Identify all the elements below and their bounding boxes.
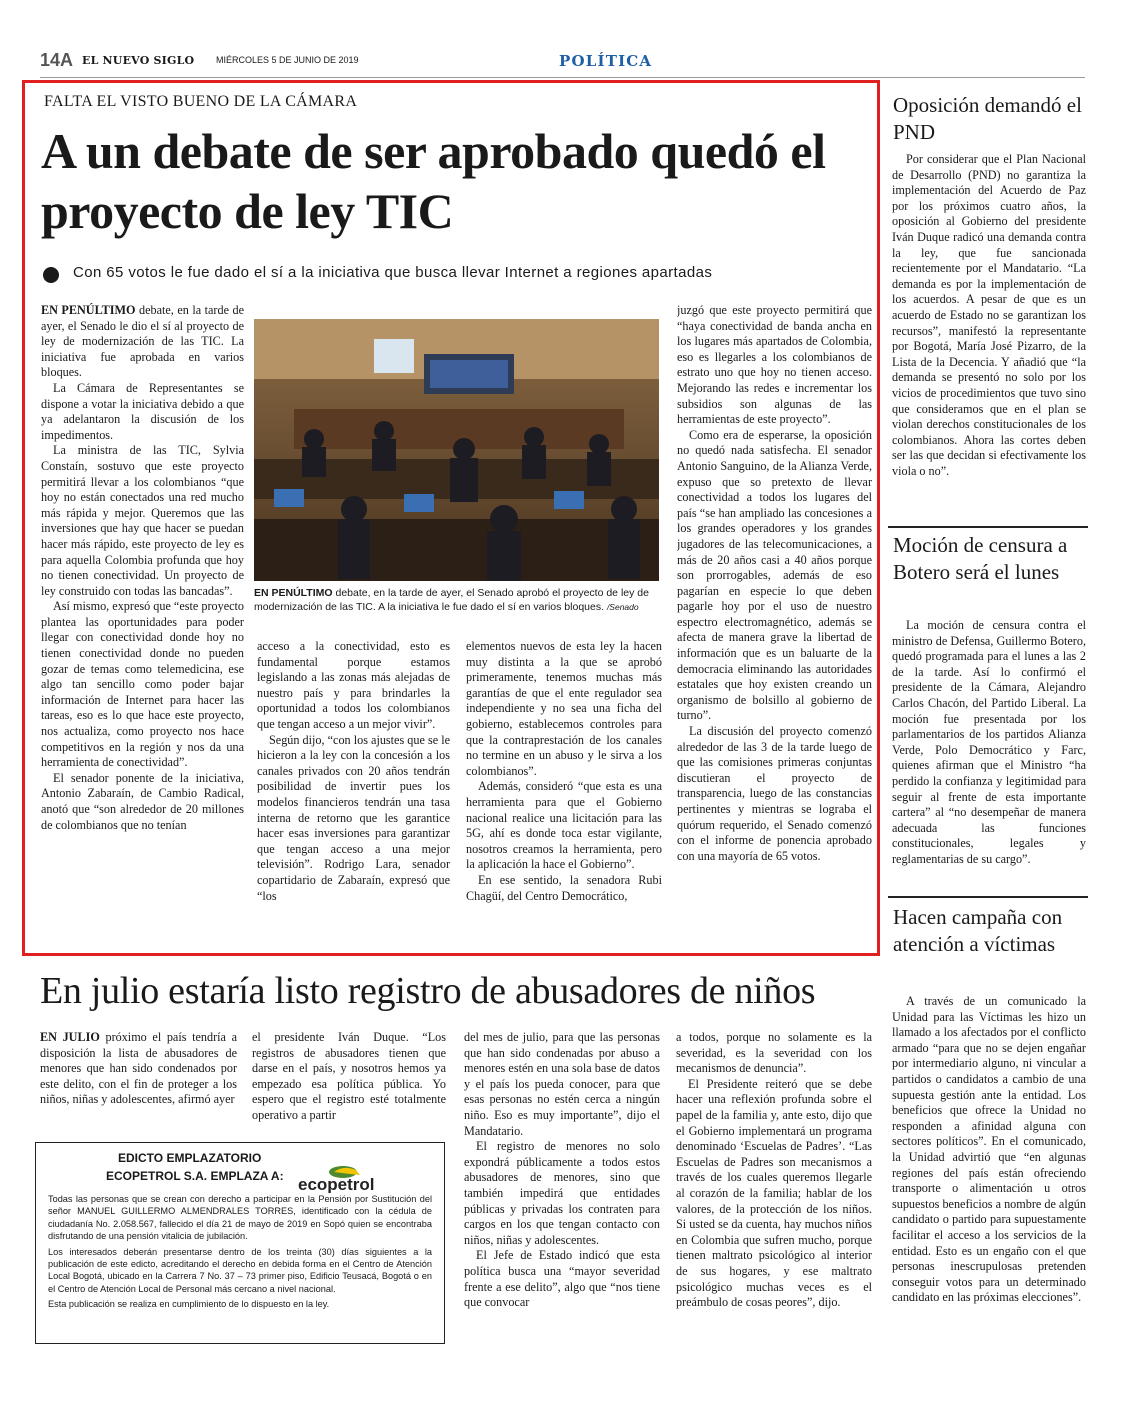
body-paragraph: El senador ponente de la iniciativa, Antonio Zabaraín, de Cambio Radical, anotó que “son alrededor de 20 millones de colombianos que no tenían (41, 770, 244, 832)
newspaper-name: EL NUEVO SIGLO (82, 54, 195, 67)
body-paragraph: acceso a la conectividad, esto es fundamental porque estamos legislando a las zonas más alejadas de nuestro país y para brindarles la oportunidad a todos los colombianos que tengan acceso a un mejor vivir”. (257, 639, 450, 731)
body-paragraph: Como era de esperarse, la oposición no quedó nada satisfecha. El senador Antonio Sanguino, de la Alianza Verde, expuso que so pretexto de llevar conectividad a todos los lugares del país “se han ampliado las concesiones a los grandes operadores y los grandes jugadores de las telecomunicaciones, a más de 20 años casi a 40 años porque son prorrogables, además de eso pagarían en especie lo que deben pagarle hoy por el uso de nuestro espectro electromagnético, además se afecta de manera grave la libertad de información que es un baluarte de la democracia eliminando las autoridades estatales que hoy existen creando un organismo de bolsillo al gobierno de turno”. (677, 427, 872, 723)
notice-paragraph: Todas las personas que se crean con derecho a participar en la Pensión por Sustitución del señor MANUEL GUILLERMO ALMENDRALES TORRES, identificado con la cédula de ciudadanía No. 2.058.567, fallecido el día 21 de mayo de 2019 en Sopó quien se encontraba disfrutando de una pensión vitalicia de jubilación. (48, 1194, 432, 1242)
article-kicker: FALTA EL VISTO BUENO DE LA CÁMARA (44, 93, 358, 110)
body-paragraph (40, 1030, 237, 1108)
sidebar-brief-3-text (892, 994, 1086, 1346)
page-header (40, 50, 1085, 78)
article-subhead-row (43, 264, 873, 286)
brief-paragraph: La moción de censura contra el ministro de Defensa, Guillermo Botero, quedó programada para el lunes a las 2 de la tarde. Así lo confirmó el presidente de la Cámara, Alejandro Carlos Chacón, del Partido Liberal. La moción fue presentada por los parlamentarios de los partidos Alianza Verde, Polo Democrático y Farc, quienes afirman que el Ministro “ha perdido la confianza y legitimidad para seguir al frente de esta importante cartera” al “no desempeñar de manera adecuada las funciones constitucionales, legales y reglamentarias de su cargo”. (892, 618, 1086, 866)
body-paragraph: juzgó que este proyecto permitirá que “haya conectividad de banda ancha en los lugares más apartados de Colombia, eso es llegarles a los colombianos de estrato uno que hoy no tienen acceso. Mejorando las redes e incrementar los subsidios son algunas de las herramientas de este proyecto”. (677, 303, 872, 427)
main-article (22, 80, 880, 956)
second-article-column-2 (252, 1030, 446, 1138)
brief-paragraph: A través de un comunicado la Unidad para las Víctimas les hizo un llamado a los afectados por el conflicto armado “para que no se dejen engañar por intermediario alguno, ni vincular a partidos o candidatos a cambio de una supuesta gestión ante la entidad. Los beneficios que ofrece la Unidad no responden a afinidad alguna con sectores políticos”. En el comunicado, la Unidad advirtió que “en algunas regiones del país están ofreciendo transporte o alimentación u otros supuestos beneficios a nombre de algún candidato o partido para supuestamente facilitar el acceso a los servicios de la entidad. Esto es un engaño con el que personas inescrupulosas pretenden conseguir votos para un determinado candidato en las próximas elecciones”. (892, 994, 1086, 1305)
second-article-column-1 (40, 1030, 237, 1138)
body-paragraph: El registro de menores no solo expondrá públicamente a todos estos abusadores de menores, sino que también impedirá que entidades públicas y privadas los contraten para cargos en los que tengan contacto con niños, niñas y adolescentes. (464, 1139, 660, 1247)
sidebar-divider (888, 526, 1088, 528)
caption-lead: EN PENÚLTIMO (254, 587, 333, 599)
body-paragraph: La Cámara de Representantes se dispone a votar la iniciativa debido a que ya adelantaron la discusión de los impedimentos. (41, 380, 244, 442)
lead-in: EN PENÚLTIMO (41, 303, 136, 317)
body-paragraph: el presidente Iván Duque. “Los registros de abusadores tienen que darse en el país, y nosotros hemos ya empezado esa política pública. Yo espero que el registro esté totalmente operativo a partir (252, 1030, 446, 1122)
legal-notice-box (35, 1142, 445, 1344)
second-article-headline: En julio estaría listo registro de abusadores de niños (40, 970, 816, 1012)
second-article-column-4 (676, 1030, 872, 1348)
notice-title: EDICTO EMPLAZATORIO (118, 1151, 262, 1165)
sidebar-brief-1-text (892, 152, 1086, 518)
sidebar-brief-2-title: Moción de censura a Botero será el lunes (893, 533, 1068, 584)
body-paragraph: La discusión del proyecto comenzó alrededor de las 3 de la tarde luego de que las comisiones primeras conjuntas discutieran el proyecto de transparencia, luego de las constancias pertinentes y mientras se lograba el quórum requerido, el Senado comenzó con el informe de ponencia aprobado con una mayoría de 65 votos. (677, 724, 872, 863)
body-paragraph: El Jefe de Estado indicó que esta política busca una “mayor severidad frente a ese delito”, algo que “nos tiene que convocar (464, 1248, 660, 1310)
paragraph-text: próximo el país tendría a disposición la lista de abusadores de menores que han sido condenados por este delito, con el fin de proteger a los niños, niñas y adolescentes, afirmó ayer (40, 1030, 237, 1107)
bullet-icon (43, 267, 59, 283)
body-paragraph: Además, consideró “que esta es una herramienta para que el Gobierno nacional realice una licitación para las 5G, ahí es donde toca estar vigilante, nosotros creamos la herramienta, pero la aplicación la hace el Gobierno”. (466, 779, 662, 872)
senate-session-illustration (254, 319, 659, 581)
section-name: POLÍTICA (559, 52, 653, 70)
senate-session-photo (254, 319, 659, 581)
second-article-column-3 (464, 1030, 660, 1348)
article-headline: A un debate de ser aprobado quedó el proyecto de ley TIC (41, 123, 826, 239)
issue-date: MIÉRCOLES 5 DE JUNIO DE 2019 (216, 55, 359, 65)
article-column-1 (41, 303, 244, 943)
paragraph-text: debate, en la tarde de ayer, el Senado le dio el sí al proyecto de ley de modernización de las TIC. La iniciativa fue aprobada en varios bloques. (41, 303, 244, 380)
notice-paragraph: Los interesados deberán presentarse dentro de los treinta (30) días siguientes a la publicación de este edicto, acreditando el derecho en debida forma en el Centro de Atención Local Bogotá, ubicado en la Carrera 7 No. 37 – 73 primer piso, Edificio Teusacá, Bogotá o en el Centro de Atención Local de Personal más cercano a nivel nacional. (48, 1246, 432, 1294)
caption-text: debate, en la tarde de ayer, el Senado aprobó el proyecto de ley de modernización de las TIC. A la iniciativa le fue dado el sí en varios bloques. (254, 587, 649, 613)
body-paragraph: El Presidente reiteró que se debe hacer una reflexión profunda sobre el papel de la familia y, ante esto, dijo que el Gobierno implementará un programa denominado ‘Escuelas de Padres’. “Las Escuelas de Padres son mecanismos a través de los cuales queremos llegarle al corazón de la familia; hablar de los valores, de la protección de los niños. Si usted se da cuenta, hay muchos niños en Colombia que sufren mucho, porque tienen maltrato psicológico al interior de sus hogares, y ese maltrato psicológico muchas veces es el preámbulo de cosas peores”, dijo. (676, 1076, 872, 1310)
body-paragraph: La ministra de las TIC, Sylvia Constaín, sostuvo que este proyecto permitirá llevar a los colombianos “que hoy no están conectados una red mucho más rápida y mejor. Queremos que las inversiones que hay que hacer se puedan hacer más rápido, este proyecto de ley es para aquella Colombia profunda que hoy no tienen conectividad. Un proyecto de ley construido con todas las bancadas”. (41, 443, 244, 598)
ecopetrol-logo (298, 1163, 430, 1193)
sidebar-brief-3-title: Hacen campaña con atención a víctimas (893, 905, 1063, 956)
body-paragraph: del mes de julio, para que las personas que han sido condenadas por abuso a menores estén en una sola base de datos y el país los pueda conocer, para que esas personas no estén cerca a ningún niño. Eso es muy importante”, dijo el Mandatario. (464, 1030, 660, 1138)
brief-paragraph: Por considerar que el Plan Nacional de Desarrollo (PND) no garantiza la implementación del Acuerdo de Paz por los próximos cuatro años, la oposición al Gobierno del presidente Iván Duque radicó una demanda contra la ley, que fue sancionada recientemente por el Mandatario. “La demanda es por la implementación de los acuerdos. A pesar de que es un acuerdo de Estado no se garantizan los recursos”, manifestó la representante por Bogotá, María José Pizarro, de la Lista de la Decencia. Y añadió que “la demanda se presentó no solo por los vicios de procedimientos que tuvo sino que consideramos que en el plan se violan derechos constitucionales de los colombianos. Ahora las cortes deben ser las que decidan si efectivamente los viola o no”. (892, 152, 1086, 478)
body-paragraph: Así mismo, expresó que “este proyecto plantea las oportunidades para poder llegar con conectividad donde hoy no tienen conectividad donde no pueden gozar de temas como telemedicina, ese algo tan sencillo como poder bajar información de Internet para hacer las tareas, eso es lo que hace este proyecto, nos actualiza, como proyecto nos hace competitivos en la región y nos da una herramienta de conectividad”. (41, 599, 244, 770)
lead-in: EN JULIO (40, 1030, 100, 1044)
sidebar-brief-2-text (892, 618, 1086, 892)
article-column-3 (466, 639, 662, 944)
notice-body (48, 1193, 432, 1311)
page-number: 14A (40, 50, 74, 70)
notice-paragraph: Esta publicación se realiza en cumplimiento de lo dispuesto en la ley. (48, 1299, 330, 1310)
notice-subtitle: ECOPETROL S.A. EMPLAZA A: (106, 1169, 284, 1183)
sidebar-brief-1-title: Oposición demandó el PND (893, 93, 1082, 144)
logo-wordmark: ecopetrol (298, 1175, 375, 1193)
article-subhead: Con 65 votos le fue dado el sí a la iniciativa que busca llevar Internet a regiones apartadas (73, 264, 713, 281)
body-paragraph (41, 303, 244, 381)
body-paragraph: En ese sentido, la senadora Rubi Chagüí, del Centro Democrático, (466, 872, 662, 903)
body-paragraph: Según dijo, “con los ajustes que se le hicieron a la ley con la concesión a los canales privados con 20 años tendrán posibilidad de invertir pues los modelos financieros tendrán una tasa interna de retorno que les garantice hacer esas inversiones para garantizar que tengan acceso a una mejor televisión”. Rodrigo Lara, senador copartidario de Zabaraín, expresó que “los (257, 732, 450, 903)
body-paragraph: elementos nuevos de esta ley la hacen muy distinta a la que se aprobó primeramente, tenemos muchas más garantías de que el ente regulador sea independiente y no sea una ficha del gobierno, establecemos controles para que la contraprestación de los canales no termine en un abuso y le sirva a los colombianos”. (466, 639, 662, 778)
body-paragraph: a todos, porque no solamente es la severidad, es la severidad con los mecanismos de denuncia”. (676, 1030, 872, 1076)
sidebar-divider (888, 896, 1088, 898)
article-column-2 (257, 639, 450, 944)
photo-credit: /Senado (606, 602, 639, 612)
article-column-4 (677, 303, 872, 943)
photo-caption (254, 586, 664, 614)
